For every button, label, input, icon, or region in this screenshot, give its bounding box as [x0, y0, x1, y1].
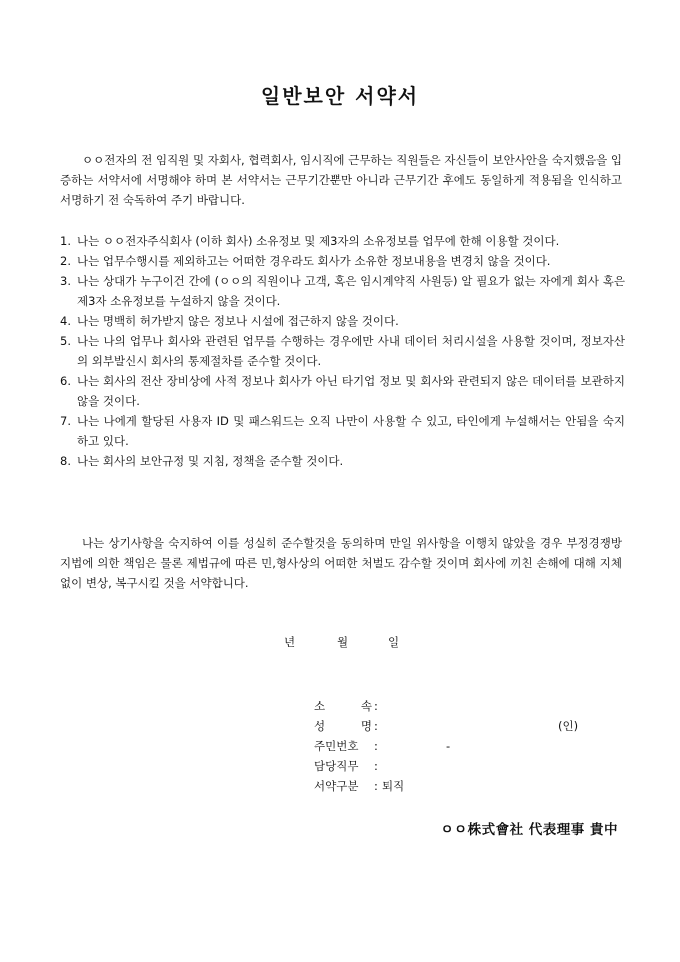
pledge-item: [60, 311, 625, 331]
document-title: 일반보안 서약서: [260, 84, 420, 108]
id-label: 주민번호: [314, 739, 359, 753]
pledge-number: 8.: [60, 454, 71, 468]
pledge-number: 3.: [60, 274, 71, 288]
pledge-text: 나는 나에게 할당된 사용자 ID 및 패스워드는 오직 나만이 사용할 수 있고, 타인에게 누설해서는 안됨을 숙지하고 있다.: [77, 414, 625, 448]
affiliation-row: [314, 696, 614, 716]
pledge-number: 1.: [60, 234, 71, 248]
affiliation-label: 소 속: [314, 699, 372, 713]
id-dash: -: [446, 739, 451, 753]
duty-label: 담당직무: [314, 759, 359, 773]
pledge-text: 나는 회사의 전산 장비상에 사적 정보나 회사가 아닌 타기업 정보 및 회사와 관련되지 않은 데이터를 보관하지 않을 것이다.: [77, 374, 625, 408]
pledge-list: [60, 231, 625, 471]
colon: :: [374, 739, 378, 753]
company-addressee: ㅇㅇ株式會社 代表理事 貴中: [440, 822, 618, 838]
pledge-item: [60, 371, 625, 411]
type-value: 퇴직: [382, 779, 405, 793]
pledge-item: [60, 231, 625, 251]
pledge-item: [60, 271, 625, 311]
pledge-text: 나는 업무수행시를 제외하고는 어떠한 경우라도 회사가 소유한 정보내용을 변경치 않을 것이다.: [77, 254, 551, 268]
pledge-text: 나는 회사의 보안규정 및 지침, 정책을 준수할 것이다.: [77, 454, 344, 468]
intro-paragraph: ㅇㅇ전자의 전 임직원 및 자회사, 협력회사, 임시직에 근무하는 직원들은 자신들이 보안사안을 숙지했음을 입증하는 서약서에 서명해야 하며 본 서약서는 근무기간뿐만 아니라 근무기간 후에도 동일하게 적용됨을 인식하고 서명하기 전 숙독하여 주기 바랍니다.: [60, 153, 622, 207]
duty-row: [314, 756, 614, 776]
date-line: [0, 634, 680, 654]
date-month: 월: [337, 635, 349, 649]
signer-info: [314, 696, 614, 796]
pledge-text: 나는 상대가 누구이건 간에 (ㅇㅇ의 직원이나 고객, 혹은 임시계약직 사원등) 알 필요가 없는 자에게 회사 혹은 제3자 소유정보를 누설하지 않을 것이다.: [77, 274, 625, 308]
pledge-number: 4.: [60, 314, 71, 328]
pledge-number: 6.: [60, 374, 71, 388]
seal-mark: (인): [558, 719, 579, 733]
type-label: 서약구분: [314, 779, 359, 793]
pledge-text: 나는 명백히 허가받지 않은 정보나 시설에 접근하지 않을 것이다.: [77, 314, 399, 328]
colon: :: [374, 699, 378, 713]
name-label: 성 명: [314, 719, 372, 733]
pledge-item: [60, 331, 625, 371]
pledge-number: 5.: [60, 334, 71, 348]
name-row: [314, 716, 614, 736]
pledge-item: [60, 251, 625, 271]
pledge-text: 나는 ㅇㅇ전자주식회사 (이하 회사) 소유정보 및 제3자의 소유정보를 업무에 한해 이용할 것이다.: [77, 234, 560, 248]
pledge-text: 나는 나의 업무나 회사와 관련된 업무를 수행하는 경우에만 사내 데이터 처리시설을 사용할 것이며, 정보자산의 외부발신시 회사의 통제절차를 준수할 것이다.: [77, 334, 625, 368]
type-row: [314, 776, 614, 796]
pledge-item: [60, 451, 625, 471]
colon: :: [374, 759, 378, 773]
closing-paragraph: 나는 상기사항을 숙지하여 이를 성실히 준수할것을 동의하며 만일 위사항을 이행치 않았을 경우 부정경쟁방지법에 의한 책임은 물론 제법규에 따른 민,형사상의 어떠한 처벌도 감수할 것이며 회사에 끼친 손해에 대해 지체없이 변상, 복구시킬 것을 서약합니다.: [60, 536, 622, 590]
pledge-item: [60, 411, 625, 451]
colon: :: [374, 719, 378, 733]
date-day: 일: [388, 635, 400, 649]
pledge-number: 7.: [60, 414, 71, 428]
date-year: 년: [284, 635, 296, 649]
pledge-number: 2.: [60, 254, 71, 268]
colon: :: [374, 779, 378, 793]
id-row: [314, 736, 614, 756]
